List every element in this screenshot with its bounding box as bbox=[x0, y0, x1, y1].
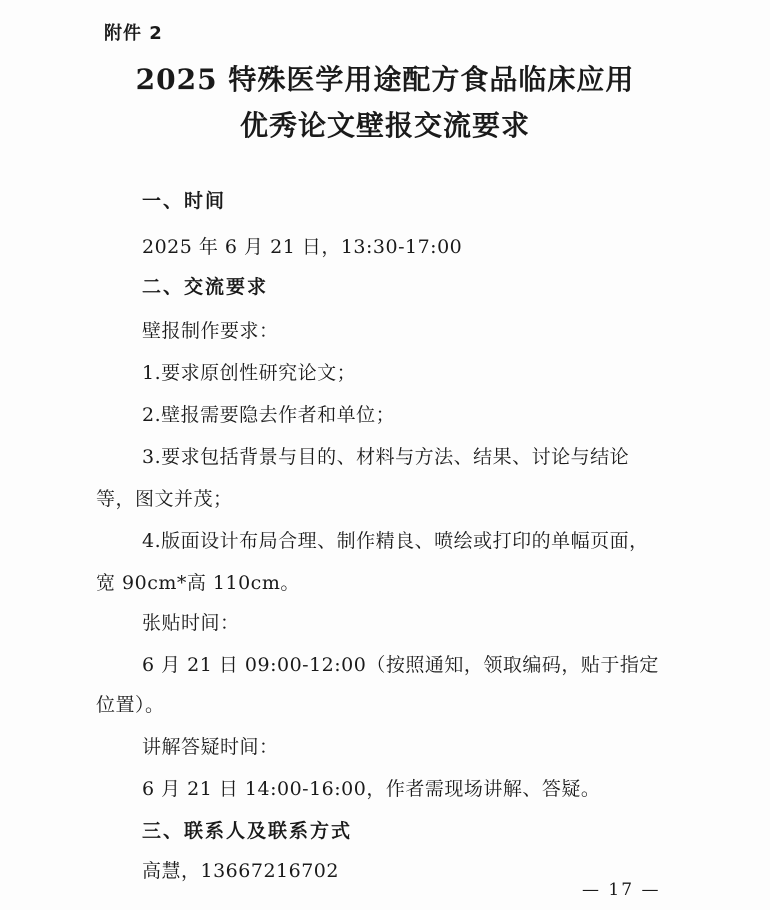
attachment-label: 附件 2 bbox=[104, 23, 163, 44]
posting-time-label: 张贴时间： bbox=[142, 612, 240, 634]
document-title-line-2: 优秀论文壁报交流要求 bbox=[239, 109, 530, 142]
requirement-item-4-line-1: 4.版面设计布局合理、制作精良、喷绘或打印的单幅页面， bbox=[142, 530, 649, 552]
qa-time-text: 6 月 21 日 14:00-16:00，作者需现场讲解、答疑。 bbox=[142, 778, 601, 800]
section-heading-requirements: 二、交流要求 bbox=[142, 276, 269, 298]
section-heading-time: 一、时间 bbox=[142, 190, 227, 212]
poster-requirements-label: 壁报制作要求： bbox=[142, 320, 279, 342]
requirement-item-4-line-2: 宽 90cm*高 110cm。 bbox=[96, 572, 300, 594]
requirement-item-2: 2.壁报需要隐去作者和单位； bbox=[142, 404, 396, 426]
posting-time-line-1: 6 月 21 日 09:00-12:00（按照通知，领取编码，贴于指定 bbox=[142, 654, 659, 676]
document-title-line-1: 2025 特殊医学用途配方食品临床应用 bbox=[135, 63, 635, 96]
requirement-item-1: 1.要求原创性研究论文； bbox=[142, 362, 357, 384]
section-heading-contact: 三、联系人及联系方式 bbox=[142, 820, 353, 842]
requirement-item-3-line-2: 等，图文并茂； bbox=[96, 488, 233, 510]
page-number: — 17 — bbox=[582, 880, 661, 900]
qa-time-label: 讲解答疑时间： bbox=[142, 736, 279, 758]
contact-text: 高慧，13667216702 bbox=[142, 860, 339, 882]
requirement-item-3-line-1: 3.要求包括背景与目的、材料与方法、结果、讨论与结论 bbox=[142, 446, 630, 468]
posting-time-line-2: 位置）。 bbox=[96, 694, 165, 716]
time-text: 2025 年 6 月 21 日，13:30-17:00 bbox=[142, 236, 463, 258]
